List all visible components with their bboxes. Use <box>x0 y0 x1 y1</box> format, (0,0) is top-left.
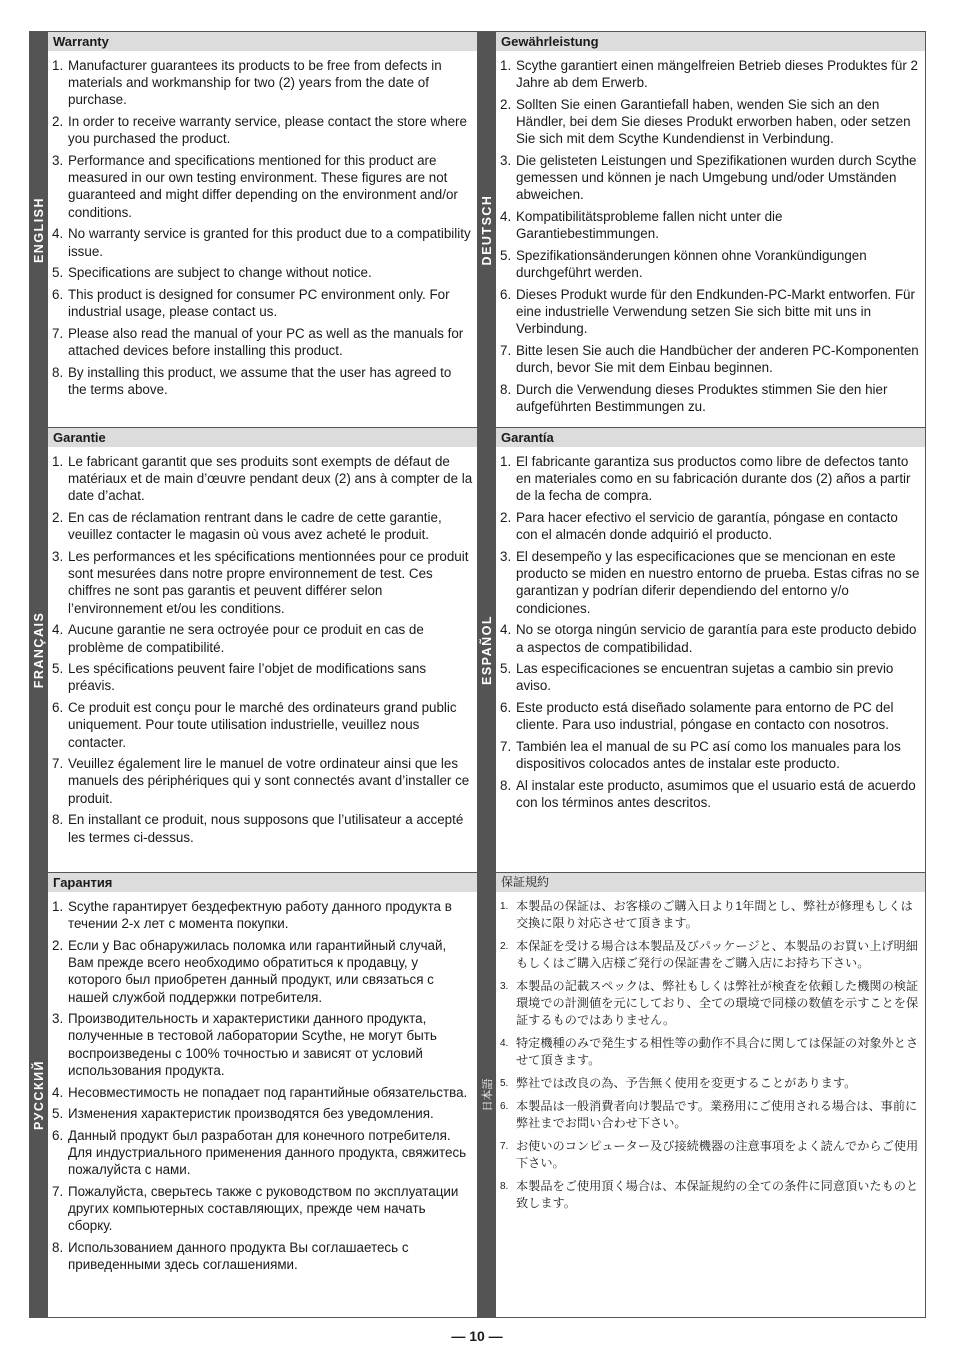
list-item: 4. No warranty service is granted for this product due to a compatibility issue. <box>52 226 471 259</box>
list-item: 3. Die gelisteten Leistungen und Spezifikationen wurden durch Scythe gemessen und können je nach Umgebung und/oder Umständen abweichen. <box>500 153 917 203</box>
list-item: 3. 本製品の記載スペックは、弊社もしくは弊社が検査を依頼した機関の検証環境での計測値を元にしており、全ての環境で同様の数値を示すことを保証するものではありません。 <box>500 979 919 1027</box>
section-english <box>30 32 478 427</box>
list-item: 4. Несовместимость не попадает под гарантийные обязательства. <box>52 1084 468 1100</box>
list-item: 1. Scythe гарантирует бездефектную работу данного продукта в течении 2-х лет с момента покупки. <box>52 899 452 932</box>
side-label-francais: FRANÇAIS <box>30 428 48 872</box>
list-item: 8. 本製品をご使用頂く場合は、本保証規約の全ての条件に同意頂いたものと致します。 <box>500 1179 919 1210</box>
list-item: 8. By installing this product, we assume that the user has agreed to the terms above. <box>52 364 452 397</box>
list-item: 7. Please also read the manual of your PC as well as the manuals for attached devices before installing this product. <box>52 325 464 359</box>
list-item: 3. Les performances et les spécifications mentionnées pour ce produit sont mesurées dans notre propre environnement de test. Ces chiffres ne sont pas garantis et peuvent différer selon l’environnement et/ou les conditions. <box>52 549 469 616</box>
list-item: 4. Aucune garantie ne sera octroyée pour ce produit en cas de problème de compatibilité. <box>52 622 424 655</box>
list-item: 3. Performance and specifications mentioned for this product are measured in our own testing environment. These figures are not guaranteed and might differ depending on the environment and/or conditions. <box>52 153 458 220</box>
terms-list <box>496 898 921 1218</box>
side-label-english: ENGLISH <box>30 32 48 427</box>
list-item: 1. Scythe garantiert einen mängelfreien Betrieb dieses Produktes für 2 Jahre ab dem Erwerb. <box>500 58 918 91</box>
list-item: 8. Использованием данного продукта Вы соглашаетесь с приведенными здесь соглашениями. <box>52 1240 409 1273</box>
list-item: 7. Bitte lesen Sie auch die Handbücher der anderen PC-Komponenten durch, bevor Sie mit dem Einbau beginnen. <box>500 343 919 376</box>
terms-list <box>496 453 921 816</box>
row-2 <box>30 428 925 873</box>
list-item: 2. Если у Вас обнаружилась поломка или гарантийный случай, Вам прежде всего необходимо обратиться к продавцу, у которого был приобретен данный продукт, или связаться с нашей службой поддержки потребителя. <box>52 937 447 1005</box>
list-item: 4. Kompatibilitätsprobleme fallen nicht unter die Garantiebestimmungen. <box>500 209 783 242</box>
list-item: 5. 弊社では改良の為、予告無く使用を変更することがあります。 <box>500 1076 857 1090</box>
page-number: — 10 — <box>451 1328 503 1344</box>
terms-list <box>48 898 473 1278</box>
section-title: 保証規約 <box>496 873 925 892</box>
list-item: 3. Производительность и характеристики данного продукта, полученные в тестовой лаборатории Scythe, не могут быть воспроизведены с 100% точностью и зависят от условий использования продукта. <box>52 1011 437 1078</box>
section-title: Garantie <box>48 428 477 447</box>
list-item: 5. Specifications are subject to change without notice. <box>52 265 372 281</box>
list-item: 7. Пожалуйста, сверьтесь также с руководством по эксплуатации других компьютерных составляющих, прежде чем начать сборку. <box>52 1184 459 1234</box>
section-title: Warranty <box>48 32 477 51</box>
list-item: 6. 本製品は一般消費者向け製品です。業務用にご使用される場合は、事前に弊社までお問い合わせ下さい。 <box>500 1099 918 1130</box>
list-item: 5. Spezifikationsänderungen können ohne Vorankündigungen durchgeführt werden. <box>500 248 867 281</box>
list-item: 2. En cas de réclamation rentrant dans le cadre de cette garantie, veuillez contacter le magasin où vous avez acheté le produit. <box>52 510 442 543</box>
list-item: 1. Manufacturer guarantees its products to be free from defects in materials and workmanship for two (2) years from the date of purchase. <box>52 58 442 108</box>
list-item: 7. También lea el manual de su PC así como los manuales para los dispositivos colocados antes de instalar este producto. <box>500 739 901 772</box>
terms-list <box>48 57 473 403</box>
list-item: 1. 本製品の保証は、お客様のご購入日より1年間とし、弊社が修理もしくは交換に限り対応させて頂きます。 <box>500 899 913 930</box>
section-title: Garantía <box>496 428 925 447</box>
warranty-table <box>29 31 926 1318</box>
list-item: 1. El fabricante garantiza sus productos como libre de defectos tanto en materiales como en su fabricación durante dos (2) años a partir de la fecha de compra. <box>500 454 911 504</box>
list-item: 2. In order to receive warranty service, please contact the store where you purchased the product. <box>52 114 467 147</box>
side-label-russian: РУССКИЙ <box>30 873 48 1317</box>
list-item: 5. Les spécifications peuvent faire l’objet de modifications sans préavis. <box>52 661 427 694</box>
side-label-espanol: ESPAÑOL <box>478 428 496 872</box>
list-item: 8. Durch die Verwendung dieses Produktes stimmen Sie den hier aufgeführten Bestimmungen zu. <box>500 381 888 415</box>
section-deutsch <box>478 32 925 427</box>
section-title: Gewährleistung <box>496 32 925 51</box>
section-russian <box>30 873 478 1317</box>
list-item: 6. Este producto está diseñado solamente para entorno de PC del cliente. Para uso industrial, póngase en contacto con nosotros. <box>500 700 894 733</box>
section-espanol <box>478 428 925 872</box>
list-item: 6. Данный продукт был разработан для конечного потребителя. Для индустриального применения данного продукта, свяжитесь пожалуйста с нами. <box>52 1127 467 1178</box>
side-label-japanese: 日本語 <box>478 873 496 1317</box>
list-item: 2. 本保証を受ける場合は本製品及びパッケージと、本製品のお買い上げ明細もしくはご購入店様ご発行の保証書をご購入店にお持ち下さい。 <box>500 939 918 970</box>
list-item: 2. Sollten Sie einen Garantiefall haben, wenden Sie sich an den Händler, bei dem Sie dieses Produkt erworben haben, oder setzen Sie sich mit dem Scythe Kundendienst in Verbindung. <box>500 96 911 147</box>
list-item: 1. Le fabricant garantit que ses produits sont exempts de défaut de matériaux et de main d’œuvre pendant deux (2) ans à compter de la date d’achat. <box>52 454 473 504</box>
list-item: 2. Para hacer efectivo el servicio de garantía, póngase en contacto con el almacén donde adquirió el producto. <box>500 510 898 543</box>
list-item: 3. El desempeño y las especificaciones que se mencionan en este producto se miden en nuestro entorno de prueba. Estas cifras no se garantizan y podrían diferir dependiendo del entorno y/o condiciones. <box>500 549 920 616</box>
list-item: 8. En installant ce produit, nous supposons que l’utilisateur a accepté les termes ci-dessus. <box>52 812 464 845</box>
list-item: 7. Veuillez également lire le manuel de votre ordinateur ainsi que les manuels des périphériques qui y sont connectés avant d’installer ce produit. <box>52 756 470 806</box>
section-francais <box>30 428 478 872</box>
row-3 <box>30 873 925 1317</box>
list-item: 5. Изменения характеристик производятся без уведомления. <box>52 1106 434 1122</box>
list-item: 8. Al instalar este producto, asumimos que el usuario está de acuerdo con los términos antes descritos. <box>500 777 916 811</box>
list-item: 6. This product is designed for consumer PC environment only. For industrial usage, please contact us. <box>52 286 450 320</box>
section-japanese <box>478 873 925 1317</box>
list-item: 7. お使いのコンピューター及び接続機器の注意事項をよく読んでからご使用下さい。 <box>500 1139 919 1170</box>
side-label-deutsch: DEUTSCH <box>478 32 496 427</box>
list-item: 5. Las especificaciones se encuentran sujetas a cambio sin previo aviso. <box>500 661 894 694</box>
list-item: 6. Dieses Produkt wurde für den Endkunden-PC-Markt entworfen. Für eine industrielle Verwendung setzen Sie sich bitte mit uns in Verbindung. <box>500 286 915 337</box>
list-item: 4. 特定機種のみで発生する相性等の動作不具合に関しては保証の対象外とさせて頂きます。 <box>500 1036 919 1067</box>
list-item: 4. No se otorga ningún servicio de garantía para este producto debido a aspectos de compatibilidad. <box>500 622 917 655</box>
terms-list <box>48 453 473 850</box>
section-title: Гарантия <box>48 873 477 892</box>
terms-list <box>496 57 921 420</box>
list-item: 6. Ce produit est conçu pour le marché des ordinateurs grand public uniquement. Pour toute utilisation industrielle, veuillez nous contacter. <box>52 700 457 750</box>
row-1 <box>30 32 925 428</box>
